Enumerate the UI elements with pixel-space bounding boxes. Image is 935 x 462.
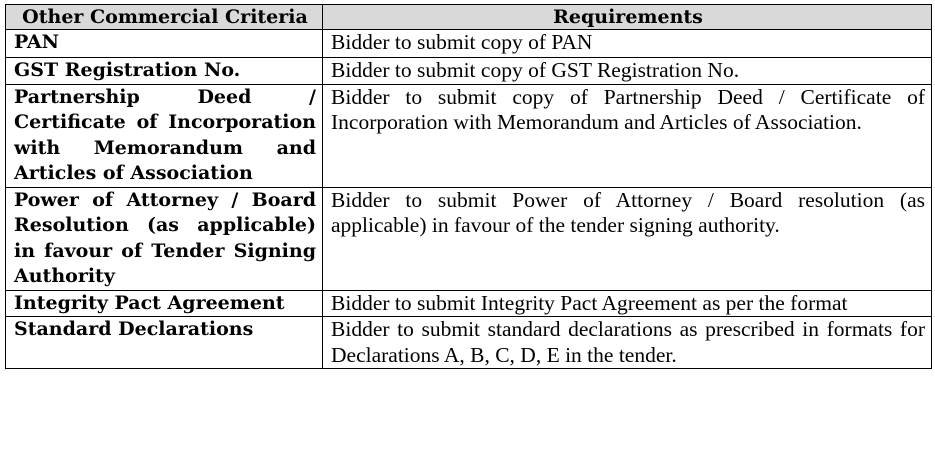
- commercial-criteria-table: [5, 4, 932, 369]
- header-requirements: Requirements: [323, 5, 932, 30]
- table-row: [6, 290, 932, 317]
- criteria-cell: Integrity Pact Agreement: [6, 290, 323, 317]
- header-row: [6, 5, 932, 30]
- table-row: [6, 84, 932, 187]
- header-criteria: Other Commercial Criteria: [6, 5, 323, 30]
- criteria-cell: Power of Attorney / Board Resolution (as applicable) in favour of Tender Signing Authority: [6, 187, 323, 290]
- table-row: [6, 187, 932, 290]
- requirement-cell: Bidder to submit Integrity Pact Agreement as per the format: [323, 290, 932, 317]
- criteria-cell: GST Registration No.: [6, 58, 323, 85]
- table-row: [6, 317, 932, 369]
- criteria-cell: Partnership Deed / Certificate of Incorporation with Memorandum and Articles of Association: [6, 84, 323, 187]
- criteria-cell: PAN: [6, 30, 323, 58]
- requirement-cell: Bidder to submit Power of Attorney / Board resolution (as applicable) in favour of the tender signing authority.: [323, 187, 932, 290]
- criteria-cell: Standard Declarations: [6, 317, 323, 369]
- requirement-cell: Bidder to submit copy of GST Registration No.: [323, 58, 932, 85]
- table-row: [6, 30, 932, 58]
- requirement-cell: Bidder to submit standard declarations as prescribed in formats for Declarations A, B, C, D, E in the tender.: [323, 317, 932, 369]
- table-row: [6, 58, 932, 85]
- requirement-cell: Bidder to submit copy of PAN: [323, 30, 932, 58]
- requirement-cell: Bidder to submit copy of Partnership Deed / Certificate of Incorporation with Memorandum and Articles of Association.: [323, 84, 932, 187]
